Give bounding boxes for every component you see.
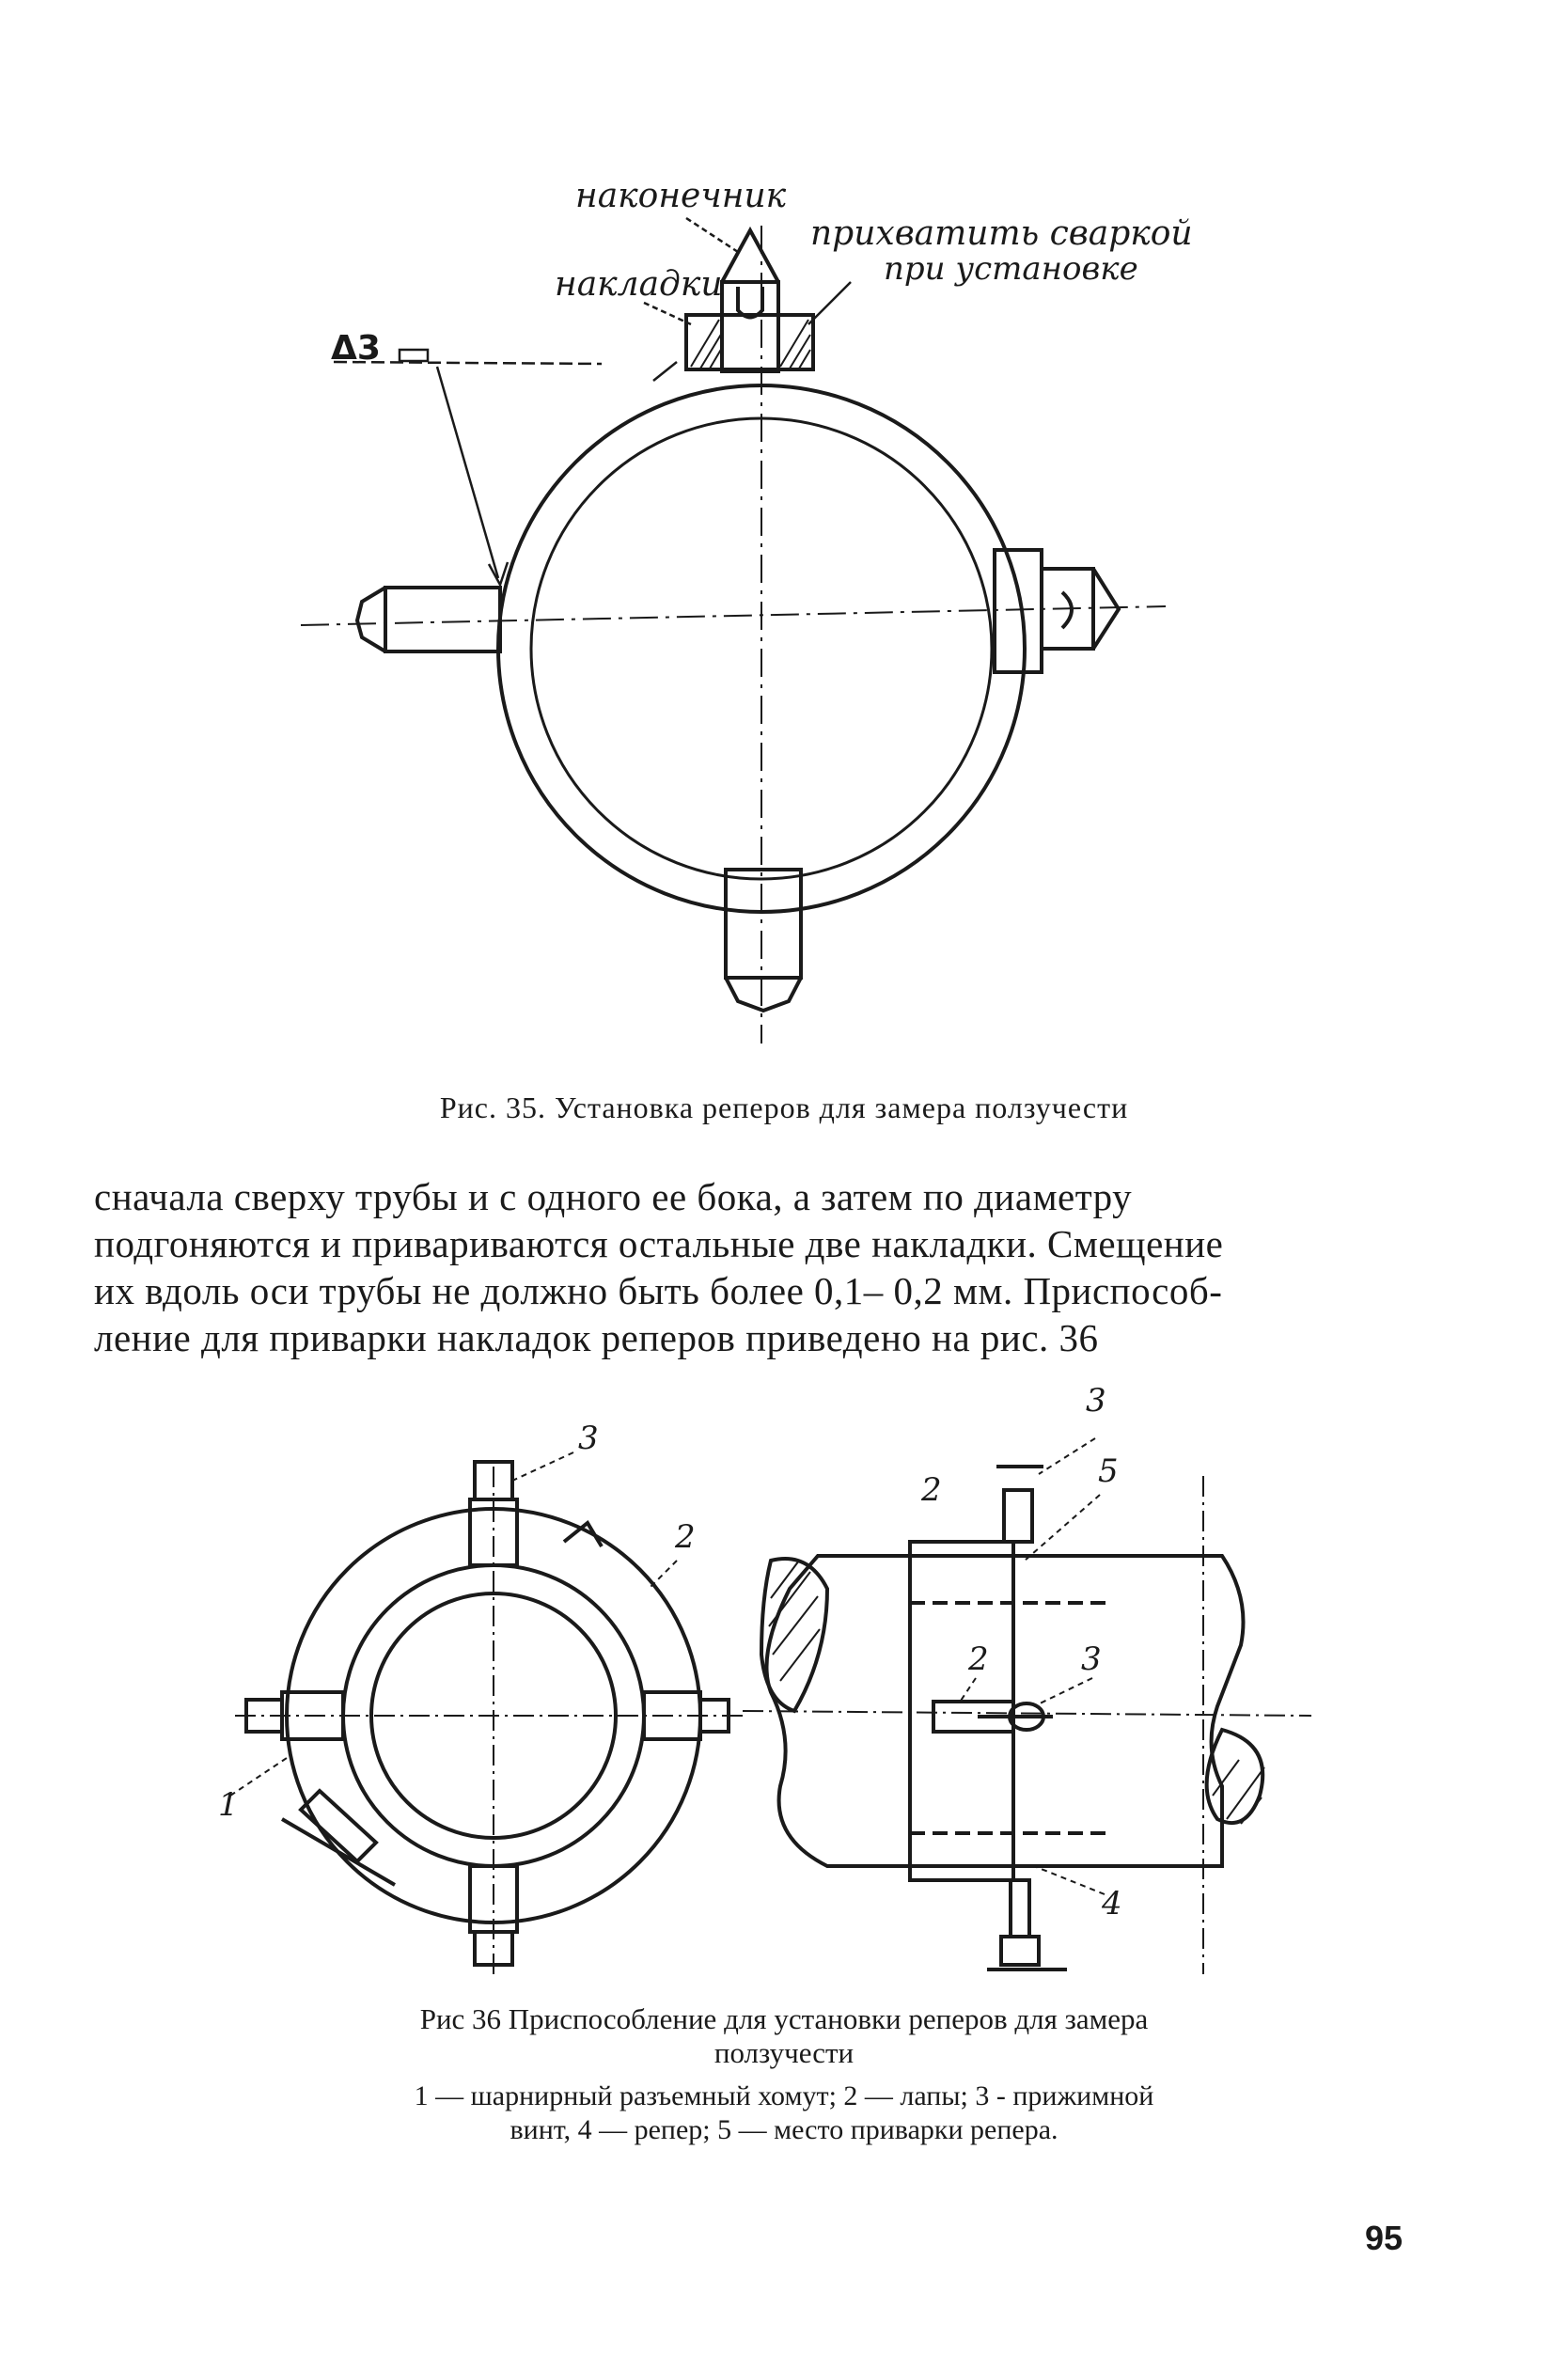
paragraph-line: их вдоль оси трубы не должно быть более 0,1– 0,2 мм. Приспособ- [94, 1269, 1223, 1312]
figure-35-caption: Рис. 35. Установка реперов для замера ползучести [439, 1091, 1129, 1124]
paragraph-line: подгоняются и привариваются остальные две накладки. Смещение [94, 1222, 1224, 1265]
fig36-right-label-3-top: 3 [1086, 1382, 1106, 1420]
paragraph-line: сначала сверху трубы и с одного ее бока, а затем по диаметру [94, 1175, 1133, 1218]
fig36-right-label-2-mid: 2 [968, 1640, 989, 1678]
figure-36-caption [0, 2002, 1568, 2070]
paragraph-line: ление для приварки накладок реперов приведено на рис. 36 [94, 1316, 1099, 1359]
figure-36-legend-line1: 1 — шарнирный разъемный хомут; 2 — лапы; 3 - прижимной [414, 2080, 1154, 2111]
fig36-left-label-2: 2 [675, 1518, 696, 1556]
page-number: 95 [1364, 2219, 1403, 2257]
label-tack-weld: прихватить сваркой [810, 214, 1193, 253]
fig36-left-label-3: 3 [578, 1420, 599, 1457]
figure-36-legend-line2: винт, 4 — репер; 5 — место приварки репера. [510, 2114, 1058, 2145]
label-tip: наконечник [575, 177, 787, 215]
fig36-left-label-1: 1 [218, 1786, 239, 1824]
figure-36-caption-line2: ползучести [713, 2036, 855, 2069]
weld-symbol: Δ3 [331, 329, 381, 368]
clamp-band [910, 1542, 1013, 1880]
label-tack-weld-2: при установке [884, 250, 1138, 288]
figure-36-caption-line1: Рис 36 Приспособление для установки реперов для замера [419, 2002, 1149, 2035]
figure-36-legend [0, 2079, 1568, 2147]
fig36-right-label-3-mid: 3 [1081, 1640, 1102, 1678]
fig36-right-label-4: 4 [1102, 1885, 1122, 1922]
fig36-right-label-5: 5 [1098, 1452, 1119, 1490]
fig36-right-label-2-top: 2 [921, 1471, 942, 1509]
label-pads: накладки [555, 265, 723, 304]
